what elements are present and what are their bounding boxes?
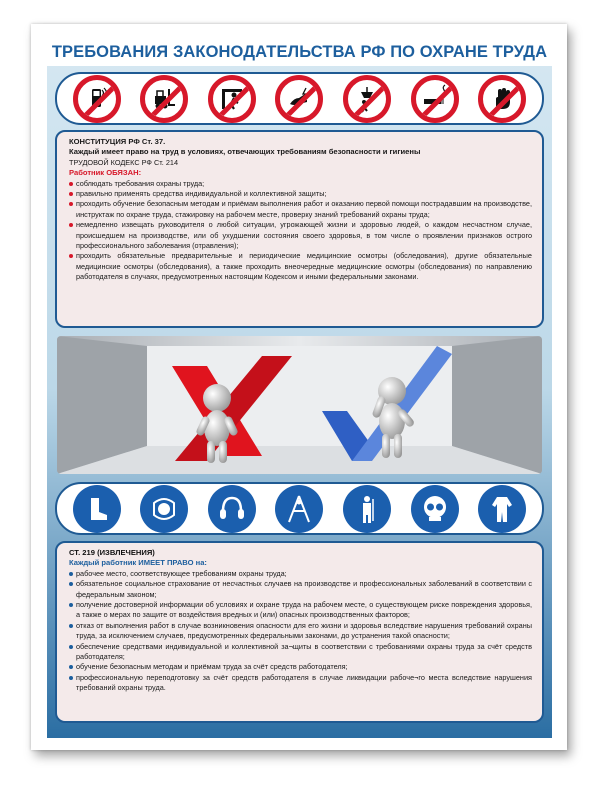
prohibition-signs-bar (55, 72, 544, 125)
section1-code: ТРУДОВОЙ КОДЕКС РФ Ст. 214 (69, 157, 179, 167)
list-item: немедленно извещать руководителя о любой ситуации, угрожающей жизни и здоровью людей, о каждом несчастном случае, происшедшем на производстве, или об ухудшении состояния своего здоровья, в том числе о проявлении признаков острого профессионального заболевания (отравления); (69, 220, 532, 251)
face-shield-icon (140, 485, 188, 533)
poster-title: ТРЕБОВАНИЯ ЗАКОНОДАТЕЛЬСТВА РФ ПО ОХРАНЕ ТРУДА (47, 38, 552, 66)
poster-sheet (31, 24, 567, 750)
list-item: соблюдать требования охраны труда; (69, 179, 532, 189)
no-phone-icon (73, 75, 121, 123)
list-item: рабочее место, соответствующее требованиям охраны труда; (69, 569, 532, 579)
no-passage-icon (208, 75, 256, 123)
list-item: получение достоверной информации об условиях и охране труда на рабочем месте, о существующем риске повреждения здоровья, а также о мерах по защите от воздействия вредных и (или) опасных производственных факторов; (69, 600, 532, 621)
protective-clothing-icon (343, 485, 391, 533)
section1-obliged-label: Работник ОБЯЗАН: (69, 168, 142, 178)
list-item: отказ от выполнения работ в случае возникновения опасности для его жизни и здоровья вследствие нарушения требований охраны труда, за исключением случаев, предусмотренных федеральными законами, до устранения такой опасности; (69, 621, 532, 642)
worker-rights-box (55, 541, 544, 723)
overalls-icon (478, 485, 526, 533)
section1-heading: КОНСТИТУЦИЯ РФ Ст. 37. (69, 137, 166, 146)
no-touch-icon (275, 75, 323, 123)
list-item: проходить обязательные предварительные и периодические медицинские осмотры (обследования), другие обязательные медицинские осмотры (обследования), а также проходить внеочередные медицинские осмотры (обследования) по направлению работодателя в случаях, предусмотренных настоящим Кодексом и иными федеральными законами. (69, 251, 532, 282)
list-item: обеспечение средствами индивидуальной и коллективной за¬щиты в соответствии с требованиями охраны труда за счёт средств работодателя; (69, 642, 532, 663)
ear-protection-icon (208, 485, 256, 533)
list-item: правильно применять средства индивидуальной и коллективной защиты; (69, 189, 532, 199)
safety-harness-icon (275, 485, 323, 533)
no-smoking-icon (411, 75, 459, 123)
safety-boots-icon (73, 485, 121, 533)
no-standing-under-load-icon (343, 75, 391, 123)
no-entry-hand-icon (478, 75, 526, 123)
list-item: профессиональную переподготовку за счёт средств работодателя в случае ликвидации рабоче¬го места вследствие нарушения требований охраны труда. (69, 673, 532, 694)
list-item: обязательное социальное страхование от несчастных случаев на производстве и профессиональных заболеваний в соответствии с федеральным законом; (69, 579, 532, 600)
figures-illustration (57, 336, 542, 474)
section2-heading: СТ. 219 (ИЗВЛЕЧЕНИЯ) (69, 548, 155, 557)
no-forklift-icon (140, 75, 188, 123)
section2-subheading: Каждый работник ИМЕЕТ ПРАВО на: (69, 558, 207, 568)
section1-subheading: Каждый имеет право на труд в условиях, отвечающих требованиям безопасности и гигиены (69, 147, 421, 157)
mandatory-signs-bar (55, 482, 544, 535)
illustration-scene (57, 336, 542, 474)
constitution-rights-box (55, 130, 544, 328)
poster-inner (47, 38, 552, 738)
safety-goggles-icon (411, 485, 459, 533)
list-item: проходить обучение безопасным методам и приёмам выполнения работ и оказанию первой помощи пострадавшим на производстве, инструктаж по охране труда, стажировку на рабочем месте, проверку знаний требований охраны труда; (69, 199, 532, 220)
list-item: обучение безопасным методам и приёмам труда за счёт средств работодателя; (69, 662, 532, 672)
